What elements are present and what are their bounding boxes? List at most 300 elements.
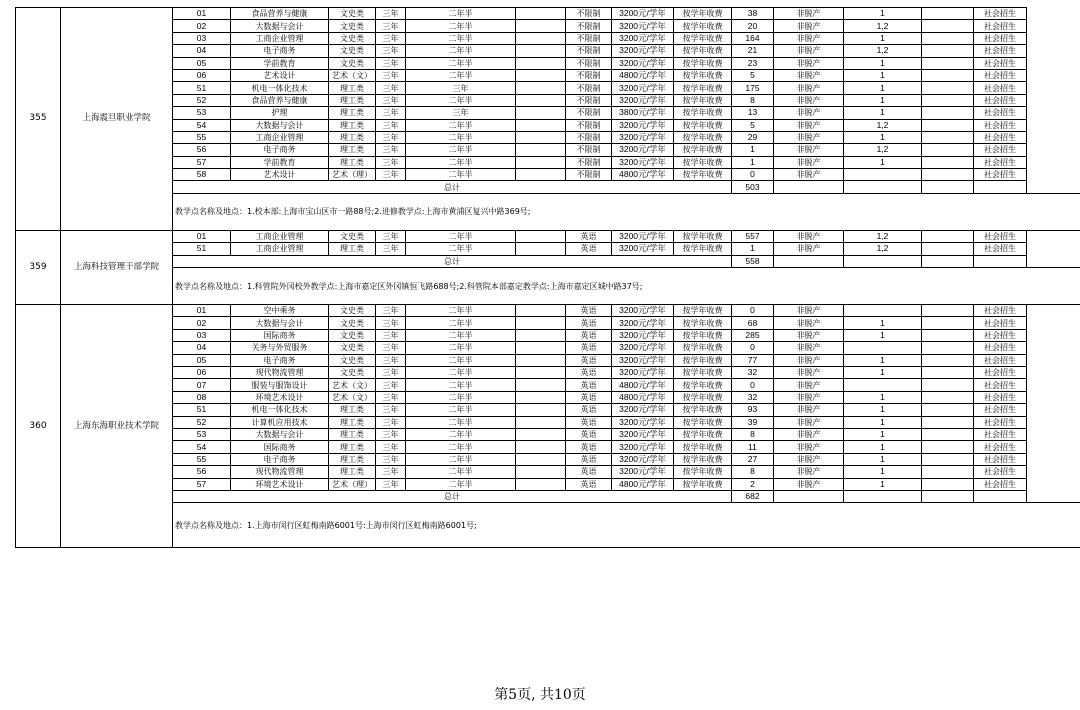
table-cell	[516, 404, 566, 416]
table-cell: 英语	[566, 317, 612, 329]
table-cell: 英语	[566, 428, 612, 440]
table-cell: 社会招生	[974, 391, 1027, 403]
school-id: 355	[16, 8, 61, 231]
table-cell: 文史类	[329, 230, 376, 242]
table-cell	[922, 57, 974, 69]
table-cell: 艺术（文）	[329, 391, 376, 403]
table-cell: 社会招生	[974, 243, 1027, 255]
table-cell: 1	[844, 453, 922, 465]
table-row	[16, 416, 1080, 428]
empty-cell	[844, 255, 922, 267]
empty-cell	[844, 490, 922, 502]
table-cell	[922, 119, 974, 131]
table-cell: 二年半	[406, 428, 516, 440]
empty-cell	[922, 181, 974, 193]
table-cell: 01	[173, 8, 231, 20]
table-cell: 英语	[566, 354, 612, 366]
table-cell: 54	[173, 119, 231, 131]
table-cell: 非脱产	[774, 354, 844, 366]
table-cell: 文史类	[329, 354, 376, 366]
table-cell: 二年半	[406, 119, 516, 131]
table-cell: 3200元/学年	[612, 20, 674, 32]
table-cell: 三年	[376, 366, 406, 378]
table-cell: 非脱产	[774, 404, 844, 416]
table-cell: 03	[173, 32, 231, 44]
table-cell	[516, 478, 566, 490]
table-cell: 二年半	[406, 441, 516, 453]
table-cell: 国际商务	[231, 441, 329, 453]
table-cell: 三年	[376, 243, 406, 255]
table-cell: 社会招生	[974, 32, 1027, 44]
empty-cell	[974, 255, 1027, 267]
table-cell: 1	[844, 107, 922, 119]
table-cell: 11	[732, 441, 774, 453]
table-cell: 三年	[376, 342, 406, 354]
table-cell: 社会招生	[974, 428, 1027, 440]
table-cell	[516, 107, 566, 119]
table-cell: 56	[173, 466, 231, 478]
table-cell: 按学年收费	[674, 69, 732, 81]
table-cell: 英语	[566, 466, 612, 478]
table-cell: 二年半	[406, 466, 516, 478]
table-cell: 不限制	[566, 144, 612, 156]
table-cell: 二年半	[406, 416, 516, 428]
table-row	[16, 466, 1080, 478]
table-row	[16, 243, 1080, 255]
table-cell: 按学年收费	[674, 57, 732, 69]
table-cell: 食品营养与健康	[231, 8, 329, 20]
table-cell: 社会招生	[974, 94, 1027, 106]
table-cell: 164	[732, 32, 774, 44]
table-cell: 非脱产	[774, 20, 844, 32]
table-cell	[922, 94, 974, 106]
table-cell	[516, 329, 566, 341]
table-cell: 服装与服饰设计	[231, 379, 329, 391]
table-cell	[922, 243, 974, 255]
table-cell: 理工类	[329, 131, 376, 143]
table-cell: 非脱产	[774, 119, 844, 131]
table-cell	[516, 45, 566, 57]
table-cell: 8	[732, 94, 774, 106]
table-cell	[922, 428, 974, 440]
table-cell: 按学年收费	[674, 441, 732, 453]
table-cell	[516, 94, 566, 106]
table-cell	[516, 354, 566, 366]
table-cell: 机电一体化技术	[231, 82, 329, 94]
table-cell: 非脱产	[774, 8, 844, 20]
table-cell: 社会招生	[974, 317, 1027, 329]
table-cell: 不限制	[566, 57, 612, 69]
table-cell: 非脱产	[774, 416, 844, 428]
table-cell: 1,2	[844, 119, 922, 131]
empty-cell	[774, 255, 844, 267]
table-cell: 三年	[376, 144, 406, 156]
table-cell: 按学年收费	[674, 428, 732, 440]
table-cell: 三年	[376, 169, 406, 181]
table-cell: 按学年收费	[674, 391, 732, 403]
table-row	[16, 404, 1080, 416]
table-cell	[516, 305, 566, 317]
table-cell: 按学年收费	[674, 317, 732, 329]
table-cell: 3200元/学年	[612, 404, 674, 416]
table-cell: 社会招生	[974, 466, 1027, 478]
table-cell: 艺术设计	[231, 169, 329, 181]
table-cell: 非脱产	[774, 57, 844, 69]
table-cell: 环境艺术设计	[231, 478, 329, 490]
table-cell	[516, 391, 566, 403]
table-cell: 1	[844, 404, 922, 416]
table-cell: 三年	[376, 453, 406, 465]
table-cell: 1	[732, 156, 774, 168]
table-cell: 0	[732, 305, 774, 317]
table-cell: 理工类	[329, 428, 376, 440]
table-cell: 英语	[566, 453, 612, 465]
table-cell: 英语	[566, 305, 612, 317]
table-cell: 1	[844, 416, 922, 428]
table-cell: 三年	[376, 466, 406, 478]
table-row	[16, 119, 1080, 131]
table-cell: 非脱产	[774, 441, 844, 453]
table-cell: 05	[173, 57, 231, 69]
table-cell	[516, 317, 566, 329]
table-cell	[516, 453, 566, 465]
table-row	[16, 428, 1080, 440]
table-cell: 二年半	[406, 169, 516, 181]
table-cell: 按学年收费	[674, 416, 732, 428]
table-cell	[922, 329, 974, 341]
table-cell: 非脱产	[774, 69, 844, 81]
table-row	[16, 317, 1080, 329]
table-cell: 二年半	[406, 156, 516, 168]
table-cell: 社会招生	[974, 366, 1027, 378]
table-cell: 3200元/学年	[612, 317, 674, 329]
table-cell: 理工类	[329, 156, 376, 168]
table-cell: 07	[173, 379, 231, 391]
table-cell: 不限制	[566, 119, 612, 131]
table-cell: 1	[844, 156, 922, 168]
table-cell: 按学年收费	[674, 478, 732, 490]
table-cell	[516, 8, 566, 20]
table-cell: 按学年收费	[674, 453, 732, 465]
table-cell	[516, 441, 566, 453]
table-cell: 非脱产	[774, 32, 844, 44]
table-cell: 理工类	[329, 416, 376, 428]
total-value: 503	[732, 181, 774, 193]
table-cell: 按学年收费	[674, 45, 732, 57]
table-cell: 社会招生	[974, 354, 1027, 366]
table-cell	[922, 366, 974, 378]
table-cell: 三年	[376, 230, 406, 242]
table-cell: 1	[844, 8, 922, 20]
table-cell: 1	[844, 329, 922, 341]
table-cell: 社会招生	[974, 8, 1027, 20]
table-cell	[922, 8, 974, 20]
table-cell: 二年半	[406, 329, 516, 341]
table-cell: 社会招生	[974, 45, 1027, 57]
table-cell: 0	[732, 379, 774, 391]
table-cell	[922, 144, 974, 156]
table-cell: 2	[732, 478, 774, 490]
table-row	[16, 441, 1080, 453]
table-cell: 三年	[376, 441, 406, 453]
table-cell: 1	[844, 57, 922, 69]
table-cell	[922, 230, 974, 242]
table-cell: 环境艺术设计	[231, 391, 329, 403]
table-cell: 5	[732, 119, 774, 131]
table-cell: 3200元/学年	[612, 441, 674, 453]
table-cell: 3200元/学年	[612, 131, 674, 143]
table-cell: 社会招生	[974, 379, 1027, 391]
table-cell: 英语	[566, 243, 612, 255]
table-cell: 3200元/学年	[612, 366, 674, 378]
table-cell: 56	[173, 144, 231, 156]
table-cell: 二年半	[406, 94, 516, 106]
empty-cell	[974, 181, 1027, 193]
table-cell: 社会招生	[974, 131, 1027, 143]
table-cell	[922, 404, 974, 416]
note-row	[16, 503, 1080, 548]
table-cell: 三年	[406, 82, 516, 94]
table-cell	[516, 32, 566, 44]
table-cell: 工商企业管理	[231, 243, 329, 255]
table-cell: 02	[173, 317, 231, 329]
table-cell: 3200元/学年	[612, 230, 674, 242]
table-cell	[922, 317, 974, 329]
table-cell: 文史类	[329, 317, 376, 329]
table-cell	[516, 416, 566, 428]
table-cell: 06	[173, 69, 231, 81]
table-cell: 按学年收费	[674, 404, 732, 416]
table-cell: 按学年收费	[674, 466, 732, 478]
table-row	[16, 366, 1080, 378]
table-cell: 三年	[376, 354, 406, 366]
table-cell: 20	[732, 20, 774, 32]
table-cell: 文史类	[329, 57, 376, 69]
table-cell	[516, 20, 566, 32]
table-cell: 01	[173, 305, 231, 317]
table-cell: 4800元/学年	[612, 69, 674, 81]
table-cell: 理工类	[329, 441, 376, 453]
table-cell: 53	[173, 428, 231, 440]
table-cell: 非脱产	[774, 230, 844, 242]
table-cell: 1,2	[844, 20, 922, 32]
table-row	[16, 32, 1080, 44]
teaching-site-note: 教学点名称及地点：1.上海市闵行区虹梅南路6001号:上海市闵行区虹梅南路6001号;	[173, 503, 1080, 548]
table-cell	[922, 478, 974, 490]
table-cell: 工商企业管理	[231, 230, 329, 242]
table-row	[16, 169, 1080, 181]
table-cell: 理工类	[329, 144, 376, 156]
table-cell: 三年	[376, 329, 406, 341]
table-cell: 社会招生	[974, 144, 1027, 156]
table-cell: 1	[844, 466, 922, 478]
table-cell: 非脱产	[774, 366, 844, 378]
table-cell: 非脱产	[774, 391, 844, 403]
table-cell: 三年	[376, 391, 406, 403]
table-cell	[922, 441, 974, 453]
table-cell: 52	[173, 94, 231, 106]
table-body	[16, 8, 1080, 548]
table-cell: 文史类	[329, 305, 376, 317]
table-cell	[844, 379, 922, 391]
table-cell: 非脱产	[774, 478, 844, 490]
table-cell: 非脱产	[774, 453, 844, 465]
table-cell: 不限制	[566, 32, 612, 44]
table-cell	[844, 305, 922, 317]
table-cell: 285	[732, 329, 774, 341]
table-cell: 三年	[376, 416, 406, 428]
total-label: 总计	[173, 490, 732, 502]
table-row	[16, 45, 1080, 57]
table-cell: 三年	[376, 404, 406, 416]
table-cell: 按学年收费	[674, 305, 732, 317]
table-cell: 1	[844, 354, 922, 366]
table-cell	[516, 119, 566, 131]
table-cell: 非脱产	[774, 82, 844, 94]
table-cell: 二年半	[406, 404, 516, 416]
table-row	[16, 354, 1080, 366]
table-cell: 3200元/学年	[612, 466, 674, 478]
table-cell: 按学年收费	[674, 144, 732, 156]
table-cell: 按学年收费	[674, 32, 732, 44]
table-cell: 1	[844, 478, 922, 490]
table-cell: 三年	[376, 428, 406, 440]
table-cell: 大数据与会计	[231, 317, 329, 329]
table-cell: 英语	[566, 404, 612, 416]
table-cell: 社会招生	[974, 416, 1027, 428]
table-cell: 社会招生	[974, 57, 1027, 69]
table-cell: 三年	[376, 107, 406, 119]
table-cell: 工商企业管理	[231, 32, 329, 44]
table-cell	[922, 69, 974, 81]
table-cell: 非脱产	[774, 94, 844, 106]
table-cell: 大数据与会计	[231, 20, 329, 32]
table-cell: 关务与外贸服务	[231, 342, 329, 354]
table-cell: 175	[732, 82, 774, 94]
table-cell: 社会招生	[974, 329, 1027, 341]
table-cell: 不限制	[566, 82, 612, 94]
note-row	[16, 193, 1080, 230]
table-cell: 51	[173, 82, 231, 94]
table-cell: 51	[173, 404, 231, 416]
table-cell: 艺术（文）	[329, 379, 376, 391]
table-cell: 38	[732, 8, 774, 20]
table-cell: 按学年收费	[674, 329, 732, 341]
table-cell: 艺术（文）	[329, 69, 376, 81]
table-cell: 二年半	[406, 342, 516, 354]
table-cell: 非脱产	[774, 156, 844, 168]
table-cell: 二年半	[406, 366, 516, 378]
table-cell: 非脱产	[774, 305, 844, 317]
table-cell: 护理	[231, 107, 329, 119]
table-cell: 现代物流管理	[231, 366, 329, 378]
table-row	[16, 82, 1080, 94]
total-value: 558	[732, 255, 774, 267]
table-cell: 社会招生	[974, 404, 1027, 416]
table-cell: 不限制	[566, 94, 612, 106]
table-cell	[844, 342, 922, 354]
table-cell: 1,2	[844, 144, 922, 156]
table-cell: 理工类	[329, 466, 376, 478]
table-cell: 英语	[566, 230, 612, 242]
teaching-site-note: 教学点名称及地点：1.校本部:上海市宝山区市一路88号;2.进修教学点:上海市黄浦区复兴中路369号;	[173, 193, 1080, 230]
total-row	[16, 490, 1080, 502]
table-row	[16, 69, 1080, 81]
table-cell: 二年半	[406, 230, 516, 242]
table-cell: 大数据与会计	[231, 119, 329, 131]
table-cell: 三年	[376, 32, 406, 44]
table-cell: 三年	[376, 94, 406, 106]
teaching-site-note: 教学点名称及地点：1.科管院外冈校外教学点:上海市嘉定区外冈镇恒飞路688号;2.科管院本部嘉定教学点:上海市嘉定区城中路37号;	[173, 268, 1080, 305]
table-cell: 二年半	[406, 453, 516, 465]
table-cell: 社会招生	[974, 119, 1027, 131]
total-value: 682	[732, 490, 774, 502]
table-row	[16, 57, 1080, 69]
table-cell	[922, 32, 974, 44]
table-cell: 3200元/学年	[612, 354, 674, 366]
table-cell: 二年半	[406, 144, 516, 156]
table-cell: 二年半	[406, 32, 516, 44]
table-row	[16, 478, 1080, 490]
school-name: 上海科技管理干部学院	[61, 230, 173, 304]
table-cell: 英语	[566, 391, 612, 403]
table-cell: 三年	[376, 119, 406, 131]
table-row	[16, 8, 1080, 20]
table-cell	[516, 169, 566, 181]
table-cell: 按学年收费	[674, 354, 732, 366]
table-cell: 社会招生	[974, 82, 1027, 94]
table-cell: 理工类	[329, 404, 376, 416]
table-cell: 社会招生	[974, 156, 1027, 168]
table-cell: 不限制	[566, 45, 612, 57]
table-row	[16, 453, 1080, 465]
table-cell: 社会招生	[974, 478, 1027, 490]
table-cell: 按学年收费	[674, 131, 732, 143]
table-cell	[516, 379, 566, 391]
table-cell: 3200元/学年	[612, 305, 674, 317]
table-cell: 1	[732, 243, 774, 255]
total-row	[16, 255, 1080, 267]
table-cell: 13	[732, 107, 774, 119]
table-cell: 29	[732, 131, 774, 143]
table-cell: 1	[844, 441, 922, 453]
table-cell: 按学年收费	[674, 20, 732, 32]
total-label: 总计	[173, 181, 732, 193]
table-cell: 社会招生	[974, 169, 1027, 181]
table-cell	[844, 169, 922, 181]
table-row	[16, 329, 1080, 341]
table-cell	[922, 20, 974, 32]
school-id: 359	[16, 230, 61, 304]
table-cell: 21	[732, 45, 774, 57]
table-cell: 02	[173, 20, 231, 32]
table-cell: 三年	[376, 379, 406, 391]
table-cell: 按学年收费	[674, 94, 732, 106]
table-cell: 51	[173, 243, 231, 255]
table-cell	[516, 342, 566, 354]
table-cell	[922, 416, 974, 428]
table-cell: 77	[732, 354, 774, 366]
table-cell: 理工类	[329, 82, 376, 94]
table-row	[16, 342, 1080, 354]
table-cell: 01	[173, 230, 231, 242]
table-cell: 27	[732, 453, 774, 465]
table-cell	[922, 453, 974, 465]
table-cell: 三年	[376, 478, 406, 490]
table-cell: 1,2	[844, 230, 922, 242]
table-cell	[922, 131, 974, 143]
table-row	[16, 379, 1080, 391]
